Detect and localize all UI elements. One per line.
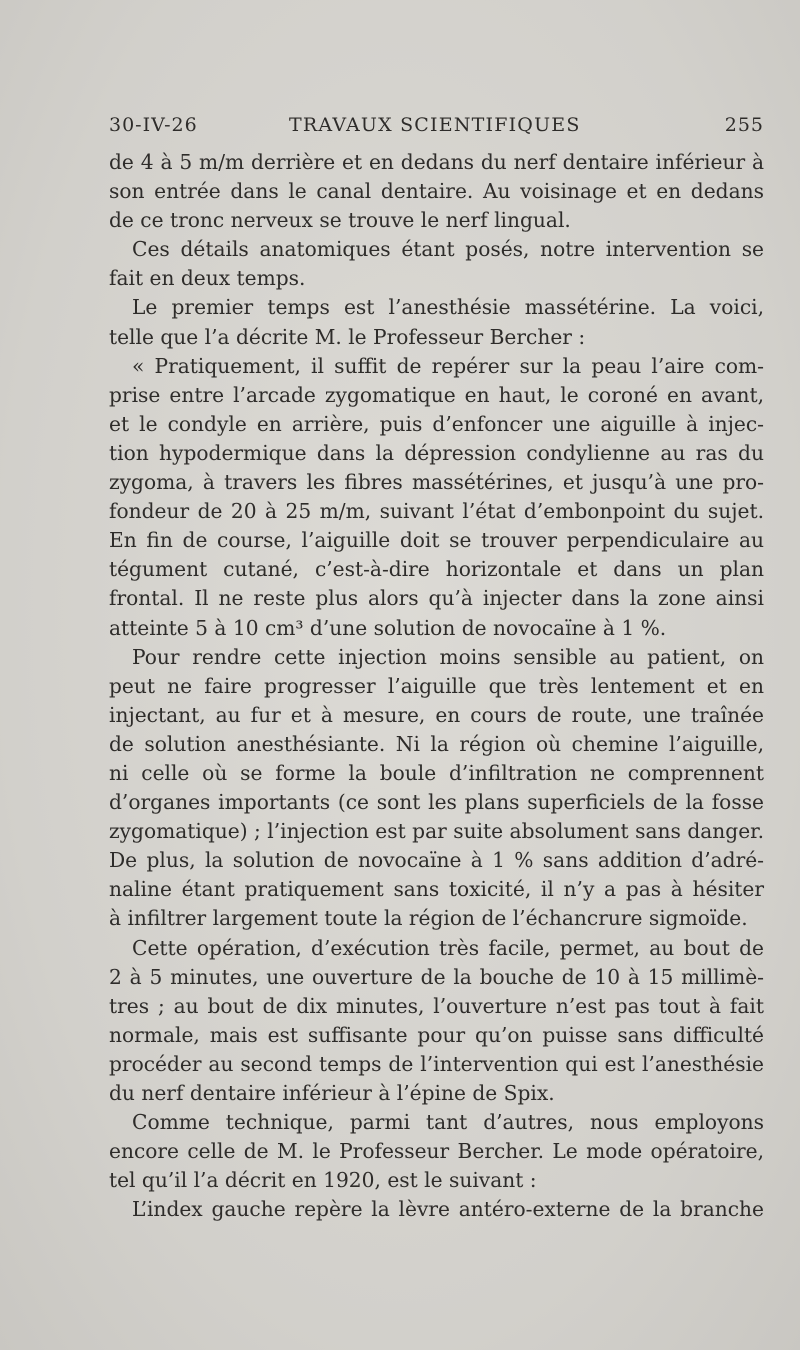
text-line: du nerf dentaire inférieur à l’épine de Spix. [109, 1081, 555, 1105]
text-line: prise entre l’arcade zygomatique en haut, le coroné en avant, [109, 382, 764, 407]
header-date: 30-IV-26 [109, 114, 198, 136]
page-number: 255 [724, 114, 764, 136]
text-line: de solution anesthésiante. Ni la région où chemine l’aiguille, [109, 731, 764, 756]
text-line: Ces détails anatomiques étant posés, notre intervention se [132, 237, 764, 262]
running-header [109, 114, 764, 140]
text-line: de 4 à 5 m/m derrière et en dedans du nerf dentaire inférieur à [109, 150, 764, 174]
text-line: telle que l’a décrite M. le Professeur Bercher : [109, 324, 586, 349]
text-line: Comme technique, parmi tant d’autres, nous employons [132, 1110, 764, 1135]
text-line: fait en deux temps. [109, 266, 306, 291]
text-line: naline étant pratiquement sans toxicité, il n’y a pas à hésiter [109, 877, 764, 902]
header-title: TRAVAUX SCIENTIFIQUES [289, 114, 581, 136]
text-line: à infiltrer largement toute la région de l’échancrure sigmoïde. [109, 906, 748, 931]
text-line: tion hypodermique dans la dépression condylienne au ras du [109, 440, 764, 465]
text-line: 2 à 5 minutes, une ouverture de la bouche de 10 à 15 millimè- [109, 964, 764, 989]
text-line: peut ne faire progresser l’aiguille que très lentement et en [109, 673, 764, 698]
text-line: tel qu’il l’a décrit en 1920, est le suivant : [109, 1168, 537, 1193]
text-line: tres ; au bout de dix minutes, l’ouverture n’est pas tout à fait [109, 993, 764, 1018]
text-line: tégument cutané, c’est-à-dire horizontale et dans un plan [109, 557, 764, 582]
text-line: frontal. Il ne reste plus alors qu’à injecter dans la zone ainsi [109, 586, 764, 611]
text-line: de ce tronc nerveux se trouve le nerf lingual. [109, 208, 571, 233]
text-line: d’organes importants (ce sont les plans superficiels de la fosse [109, 790, 764, 815]
text-line: Le premier temps est l’anesthésie massétérine. La voici, [132, 295, 764, 320]
text-line: procéder au second temps de l’intervention qui est l’anesthésie [109, 1051, 764, 1076]
text-line: L’index gauche repère la lèvre antéro-externe de la branche [132, 1197, 764, 1222]
text-line: atteinte 5 à 10 cm³ d’une solution de novocaïne à 1 %. [109, 615, 667, 640]
text-line: Pour rendre cette injection moins sensible au patient, on [132, 644, 764, 669]
body-text [109, 148, 764, 1224]
text-line: Cette opération, d’exécution très facile, permet, au bout de [132, 935, 764, 960]
text-line: fondeur de 20 à 25 m/m, suivant l’état d’embonpoint du sujet. [109, 499, 764, 524]
text-line: « Pratiquement, il suffit de repérer sur la peau l’aire com- [132, 353, 764, 378]
text-line: zygomatique) ; l’injection est par suite absolument sans danger. [109, 819, 764, 844]
text-line: et le condyle en arrière, puis d’enfoncer une aiguille à injec- [109, 411, 764, 436]
text-line: zygoma, à travers les fibres massétérines, et jusqu’à une pro- [109, 470, 764, 495]
text-line: ni celle où se forme la boule d’infiltration ne comprennent [109, 760, 764, 785]
text-line: En fin de course, l’aiguille doit se trouver perpendiculaire au [109, 528, 764, 553]
text-line: injectant, au fur et à mesure, en cours de route, une traînée [109, 702, 764, 727]
text-line: son entrée dans le canal dentaire. Au voisinage et en dedans [109, 179, 764, 204]
text-line: De plus, la solution de novocaïne à 1 % sans addition d’adré- [109, 848, 764, 873]
text-line: encore celle de M. le Professeur Bercher. Le mode opératoire, [109, 1139, 764, 1164]
text-line: normale, mais est suffisante pour qu’on puisse sans difficulté [109, 1022, 764, 1047]
